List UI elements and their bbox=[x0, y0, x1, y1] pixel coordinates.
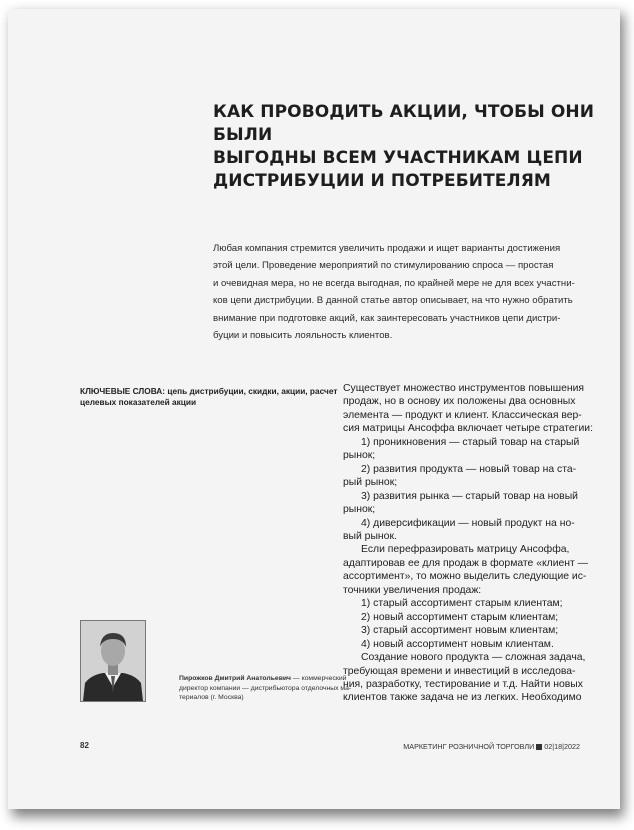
author-line: Пирожков Дмитрий Анатольевич — коммерческий bbox=[179, 675, 347, 682]
journal-footer bbox=[403, 742, 580, 751]
author-caption bbox=[179, 674, 352, 703]
author-photo bbox=[80, 620, 146, 702]
body-line: 2) развития продукта — новый товар на ста- bbox=[361, 463, 577, 475]
body-line: 4) диверсификации — новый продукт на но- bbox=[361, 517, 575, 529]
body-line: Если перефразировать матрицу Ансоффа, bbox=[361, 544, 570, 556]
lead-line: ков цепи дистрибуции. В данной статье автор описывает, на что нужно обратить bbox=[213, 295, 573, 307]
body-line: адаптировав ее для продаж в формате «клиент — bbox=[343, 557, 589, 569]
author-name: Пирожков Дмитрий Анатольевич bbox=[179, 675, 291, 682]
author-portrait-image bbox=[81, 621, 145, 701]
body-line: 3) старый ассортимент новым клиентам; bbox=[361, 625, 559, 637]
title-line: ДИСТРИБУЦИИ И ПОТРЕБИТЕЛЯМ bbox=[213, 171, 551, 191]
body-line: точники увеличения продаж: bbox=[343, 584, 482, 596]
body-line: рый рынок; bbox=[343, 477, 398, 489]
body-line: 4) новый ассортимент новым клиентам. bbox=[361, 638, 554, 650]
body-line: 2) новый ассортимент старым клиентам; bbox=[361, 611, 559, 623]
keywords-label: КЛЮЧЕВЫЕ СЛОВА: bbox=[80, 386, 166, 396]
body-line: требующая времени и инвестиций в исследова- bbox=[343, 665, 576, 677]
title-line: ВЫГОДНЫ ВСЕМ УЧАСТНИКАМ ЦЕПИ bbox=[213, 148, 583, 168]
keywords-block bbox=[80, 386, 338, 408]
author-line: териалов (г. Москва) bbox=[179, 694, 244, 702]
lead-line: внимание при подготовке акций, как заинтересовать участников цепи дистри- bbox=[213, 312, 561, 324]
body-line: Существует множество инструментов повышения bbox=[343, 383, 585, 394]
square-separator-icon bbox=[536, 744, 542, 750]
keywords-line bbox=[80, 386, 338, 397]
body-line: ассортимент», то можно выделить следующие ис- bbox=[343, 571, 587, 583]
article-lead bbox=[213, 240, 589, 344]
magazine-page bbox=[8, 9, 620, 809]
body-line: рынок; bbox=[343, 504, 376, 516]
body-line: рынок; bbox=[343, 450, 376, 462]
issue-number: 02|18|2022 bbox=[544, 742, 580, 751]
body-line: 1) проникновения — старый товар на старый bbox=[361, 436, 580, 448]
body-line: вый рынок. bbox=[343, 530, 397, 542]
article-body bbox=[343, 382, 603, 705]
body-line: клиентов также задача не из легких. Необходимо bbox=[343, 692, 582, 704]
lead-line: буции и повысить лояльность клиентов. bbox=[213, 330, 393, 342]
body-line: 1) старый ассортимент старым клиентам; bbox=[361, 598, 563, 610]
body-line: элемента — продукт и клиент. Классическая вер- bbox=[343, 409, 582, 421]
page-number: 82 bbox=[80, 741, 89, 750]
lead-line: этой цели. Проведение мероприятий по стимулированию спроса — простая bbox=[213, 260, 554, 272]
lead-line: Любая компания стремится увеличить продажи и ищет варианты достижения bbox=[213, 243, 561, 254]
author-line: директор компании — дистрибьютора отделочных ма- bbox=[179, 684, 352, 692]
article-title bbox=[213, 101, 603, 193]
lead-line: и очевидная мера, но не всегда выгодная, по крайней мере не для всех участни- bbox=[213, 277, 575, 289]
body-line: сия матрицы Ансоффа включает четыре стратегии: bbox=[343, 423, 593, 435]
journal-name: МАРКЕТИНГ РОЗНИЧНОЙ ТОРГОВЛИ bbox=[403, 742, 535, 751]
title-line: КАК ПРОВОДИТЬ АКЦИИ, ЧТОБЫ ОНИ БЫЛИ bbox=[213, 102, 595, 145]
keywords-line: целевых показателей акции bbox=[80, 397, 197, 407]
body-line: продаж, но в основу их положены два основных bbox=[343, 396, 576, 408]
body-line: 3) развития рынка — старый товар на новый bbox=[361, 490, 578, 502]
keywords-text: цепь дистрибуции, скидки, акции, расчет bbox=[167, 386, 338, 396]
body-line: ния, разработку, тестирование и т.д. Найти новых bbox=[343, 678, 583, 690]
body-line: Создание нового продукта — сложная задача, bbox=[361, 652, 586, 664]
